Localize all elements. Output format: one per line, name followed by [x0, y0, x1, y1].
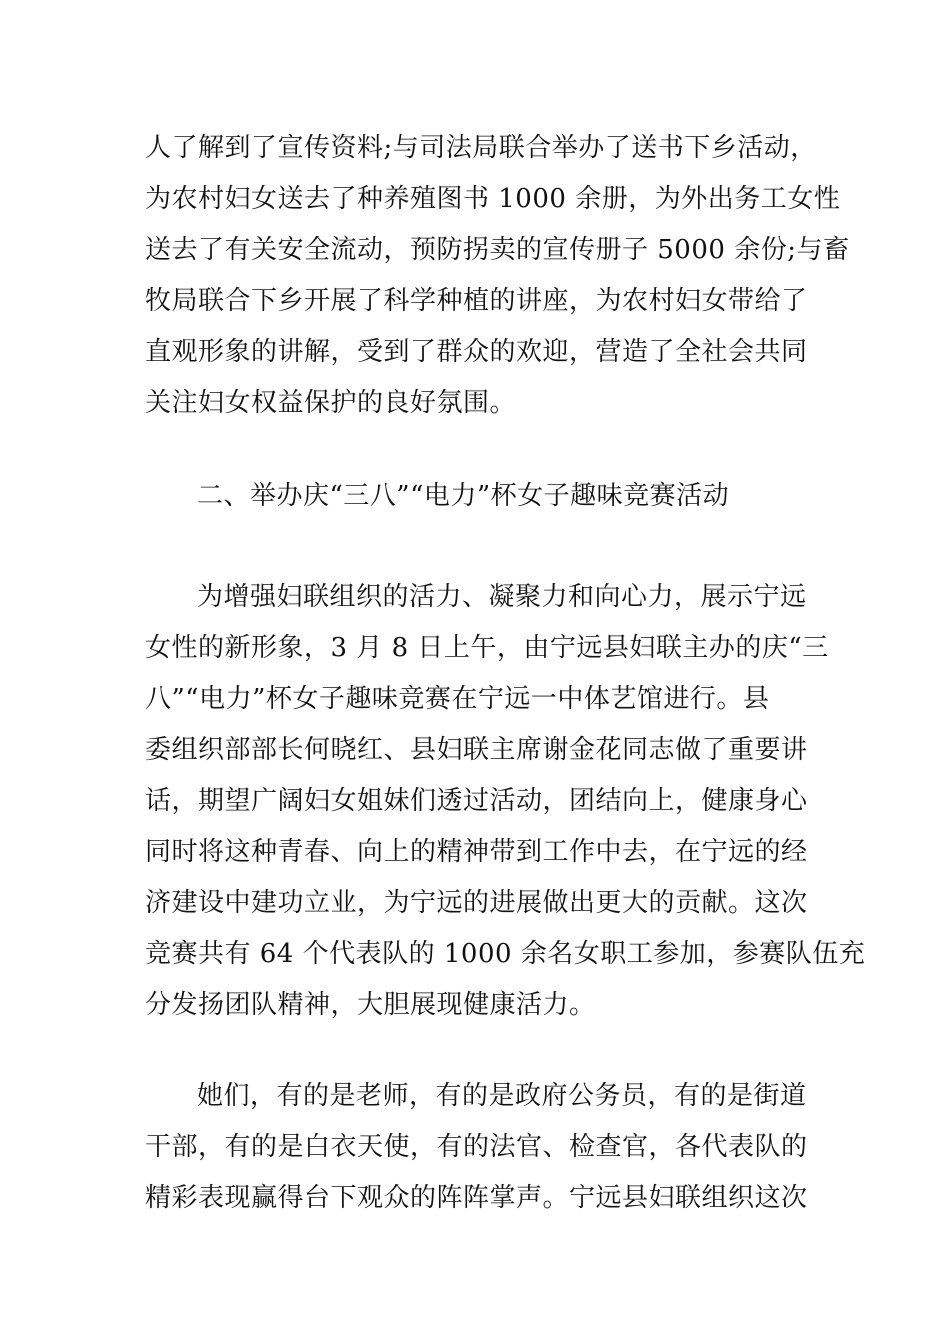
paragraph-line: 竞赛共有 64 个代表队的 1000 余名女职工参加，参赛队伍充 [145, 939, 866, 969]
paragraph-line: 同时将这种青春、向上的精神带到工作中去，在宁远的经 [145, 837, 808, 867]
paragraph-line: 分发扬团队精神，大胆展现健康活力。 [145, 990, 596, 1020]
paragraph-line: 牧局联合下乡开展了科学种植的讲座，为农村妇女带给了 [145, 286, 808, 316]
paragraph-line: 委组织部部长何晓红、县妇联主席谢金花同志做了重要讲 [145, 735, 808, 765]
paragraph-line: 精彩表现赢得台下观众的阵阵掌声。宁远县妇联组织这次 [145, 1183, 808, 1213]
paragraph-line: 济建设中建功立业，为宁远的进展做出更大的贡献。这次 [145, 888, 808, 918]
paragraph-line: 送去了有关安全流动，预防拐卖的宣传册子 5000 余份;与畜 [145, 235, 850, 265]
paragraph-line: 为农村妇女送去了种养殖图书 1000 余册，为外出务工女性 [145, 184, 841, 214]
section-heading: 二、举办庆“三八”“电力”杯女子趣味竞赛活动 [197, 481, 730, 511]
paragraph-line: 关注妇女权益保护的良好氛围。 [145, 388, 517, 418]
paragraph-line: 人了解到了宣传资料;与司法局联合举办了送书下乡活动， [145, 133, 817, 163]
paragraph-line: 干部，有的是白衣天使，有的法官、检查官，各代表队的 [145, 1132, 808, 1162]
paragraph-line: 八”“电力”杯女子趣味竞赛在宁远一中体艺馆进行。县 [145, 684, 770, 714]
paragraph-line: 直观形象的讲解，受到了群众的欢迎，营造了全社会共同 [145, 337, 808, 367]
paragraph-line: 她们，有的是老师，有的是政府公务员，有的是街道 [197, 1081, 807, 1111]
paragraph-line: 女性的新形象，3 月 8 日上午，由宁远县妇联主办的庆“三 [145, 633, 829, 663]
paragraph-line: 话，期望广阔妇女姐妹们透过活动，团结向上，健康身心 [145, 786, 808, 816]
paragraph-line: 为增强妇联组织的活力、凝聚力和向心力，展示宁远 [197, 582, 807, 612]
